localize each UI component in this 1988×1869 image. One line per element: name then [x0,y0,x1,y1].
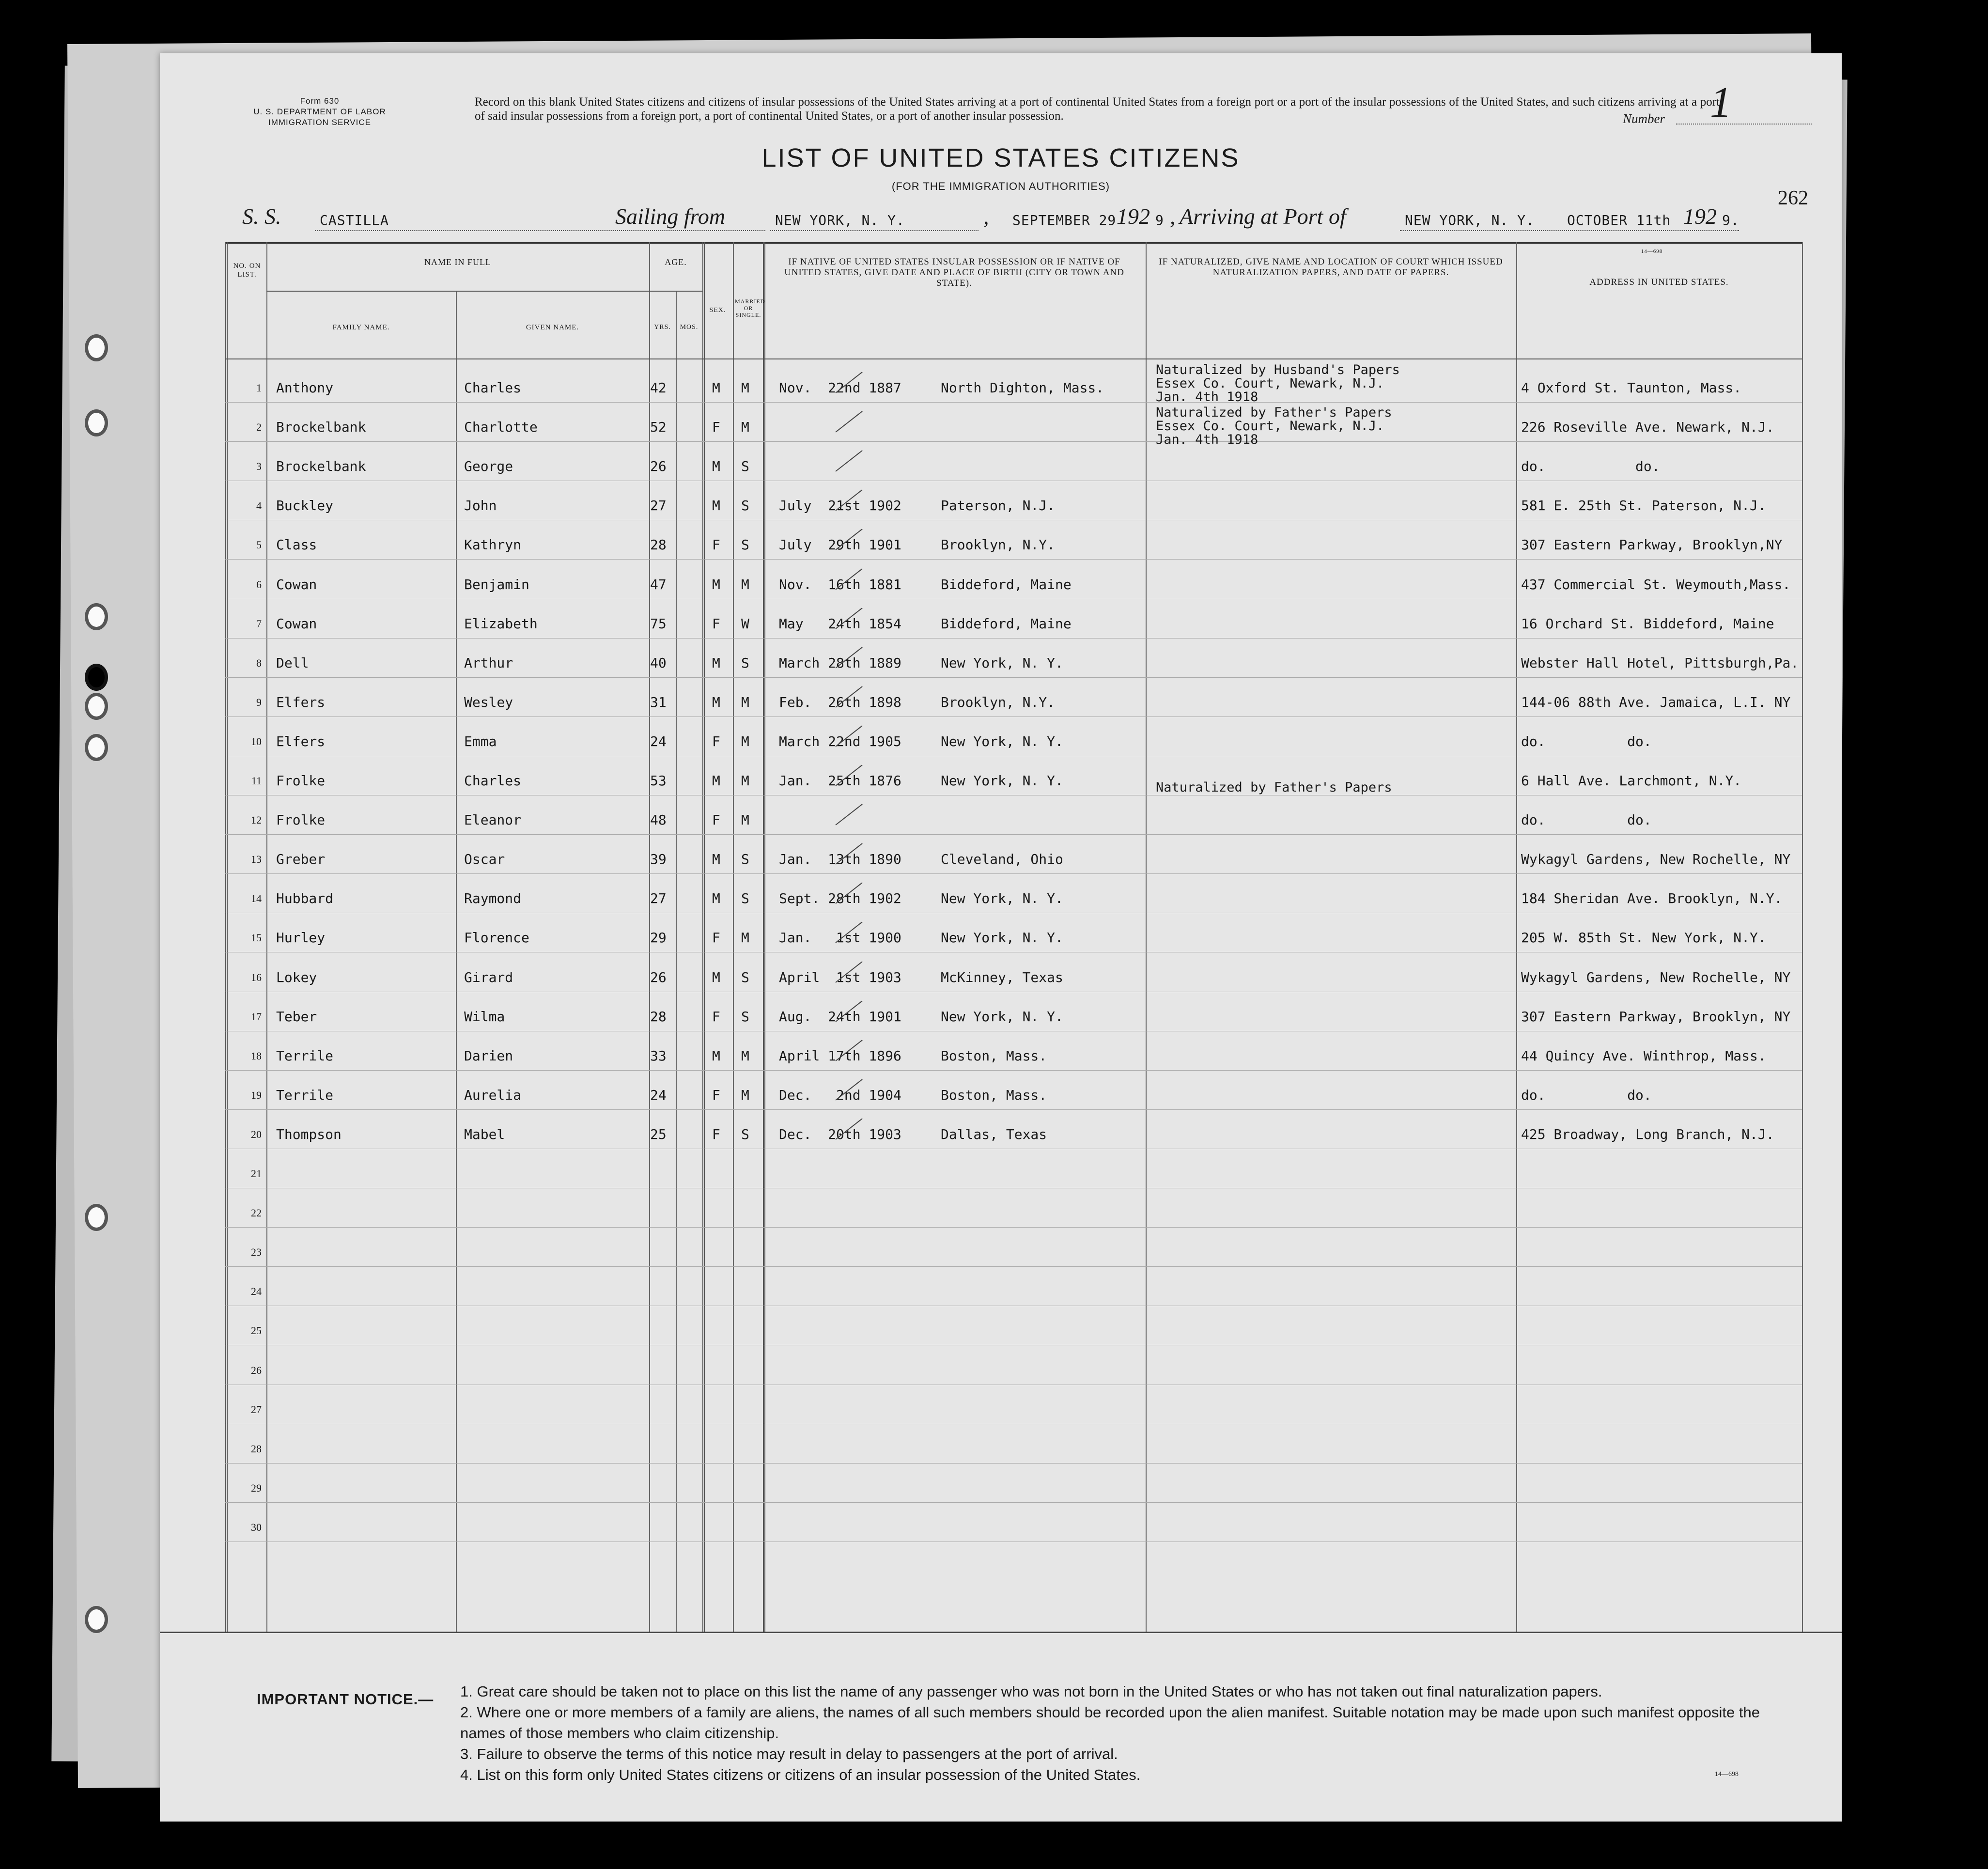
table-row [160,678,1842,717]
cell-bplace: Brooklyn, N.Y. [941,694,1056,710]
table-row [160,1149,1842,1188]
row-number: 17 [251,1010,262,1023]
cell-given: Oscar [464,851,505,868]
table-row [160,639,1842,678]
cell-family: Frolke [276,812,326,828]
col-header-name-in-full: NAME IN FULL [424,257,491,267]
cell-address: do. do. [1521,1087,1652,1103]
cell-ms: S [741,498,749,514]
cell-given: Charles [464,773,522,789]
number-line [1676,124,1812,125]
sailing-year-suffix: 9 [1155,212,1164,228]
cell-address: 4 Oxford St. Taunton, Mass. [1521,380,1742,396]
sailing-port-line [770,230,978,231]
cell-address: 425 Broadway, Long Branch, N.J. [1521,1126,1774,1142]
naturalization-note: Naturalized by Father's Papers Essex Co. Court, Newark, N.J. Jan. 4th 1918 [1156,405,1392,447]
page-subtitle: (FOR THE IMMIGRATION AUTHORITIES) [891,180,1110,192]
cell-family: Teber [276,1008,317,1025]
cell-given: Aurelia [464,1087,522,1103]
cell-address: 307 Eastern Parkway, Brooklyn, NY [1521,1008,1791,1025]
table-row [160,1071,1842,1110]
cell-sex: M [712,851,720,868]
cell-given: George [464,458,513,475]
table-row [160,363,1842,403]
cell-family: Greber [276,851,326,868]
table-row [160,1110,1842,1149]
cell-ms: M [741,1087,749,1103]
cell-yrs: 33 [650,1047,667,1064]
cell-family: Hurley [276,930,326,946]
cell-given: Elizabeth [464,615,538,632]
cell-bdate: July 21st 1902 [779,498,901,514]
cell-bdate: Sept. 28th 1902 [779,890,901,907]
table-row [160,481,1842,520]
cell-ms: M [741,930,749,946]
row-number: 25 [251,1324,262,1337]
cell-yrs: 26 [650,969,667,985]
cell-sex: F [712,419,720,436]
cell-given: Darien [464,1047,513,1064]
cell-family: Terrile [276,1087,334,1103]
cell-yrs: 52 [650,419,667,436]
cell-family: Buckley [276,498,334,514]
binder-hole [85,664,108,691]
cell-bplace: North Dighton, Mass. [941,380,1104,396]
cell-family: Hubbard [276,890,334,907]
printer-code: 14—698 [1641,249,1663,254]
cell-ms: M [741,1047,749,1064]
notice-item: 3. Failure to observe the terms of this notice may result in delay to passengers at the port of arrival. [460,1745,1118,1762]
cell-family: Lokey [276,969,317,985]
number-value: 1 [1710,78,1732,126]
cell-family: Elfers [276,733,326,749]
header-subrule [266,291,702,292]
cell-address: Webster Hall Hotel, Pittsburgh,Pa. [1521,654,1799,671]
row-number: 20 [251,1128,262,1140]
cell-family: Brockelbank [276,458,366,475]
checkmark [835,804,862,825]
cell-sex: M [712,969,720,985]
col-header-naturalized: IF NATURALIZED, GIVE NAME AND LOCATION OF COURT WHICH ISSUED NATURALIZATION PAPERS, AND DATE OF PAPERS. [1159,257,1503,278]
col-header-married: MARRIED OR SINGLE. [735,298,765,318]
row-number: 10 [251,735,262,748]
cell-ms: S [741,1008,749,1025]
row-number: 6 [256,578,262,591]
notice-item: 2. Where one or more members of a family are aliens, the names of all such members should be recorded upon the alien manifest. Suitable notation may be made upon such manifest opposite the names of those members who claim citizenship. [460,1704,1760,1742]
table-row [160,953,1842,992]
cell-bdate: Dec. 2nd 1904 [779,1087,901,1103]
cell-given: Charlotte [464,419,538,436]
cell-yrs: 27 [650,498,667,514]
notice-item: 1. Great care should be taken not to place on this list the name of any passenger who was not born in the United States or who has not taken out final naturalization papers. [460,1683,1602,1700]
cell-bdate: April 1st 1903 [779,969,901,985]
cell-ms: S [741,890,749,907]
cell-ms: S [741,537,749,553]
cell-address: do. do. [1521,733,1652,749]
cell-yrs: 75 [650,615,667,632]
cell-yrs: 48 [650,812,667,828]
row-number: 1 [256,382,262,394]
cell-family: Cowan [276,615,317,632]
row-number: 2 [256,421,262,434]
number-label: Number [1623,111,1665,126]
table-row [160,1267,1842,1306]
arriving-port: NEW YORK, N. Y. [1405,212,1535,228]
row-number: 3 [256,460,262,473]
cell-sex: F [712,615,720,632]
table-row [160,520,1842,560]
cell-given: Girard [464,969,513,985]
cell-sex: F [712,537,720,553]
cell-bdate: July 29th 1901 [779,537,901,553]
department: U. S. DEPARTMENT OF LABOR [253,107,386,116]
cell-sex: M [712,694,720,710]
row-number: 28 [251,1442,262,1455]
cell-yrs: 28 [650,1008,667,1025]
cell-yrs: 47 [650,576,667,592]
cell-given: Emma [464,733,497,749]
cell-sex: F [712,1126,720,1142]
cell-sex: F [712,812,720,828]
cell-sex: M [712,1047,720,1064]
table-row [160,1385,1842,1424]
row-number: 18 [251,1049,262,1062]
arriving-year-prefix: 192 [1683,204,1717,229]
binder-hole [85,734,108,761]
arriving-label-comma: , [1170,204,1176,229]
row-number: 5 [256,539,262,551]
cell-sex: M [712,654,720,671]
row-number: 15 [251,932,262,944]
cell-yrs: 26 [650,458,667,475]
col-header-address: ADDRESS IN UNITED STATES. [1589,277,1729,287]
col-header-yrs: YRS. [654,324,671,331]
cell-address: 184 Sheridan Ave. Brooklyn, N.Y. [1521,890,1783,907]
table-row [160,874,1842,913]
cell-sex: F [712,733,720,749]
row-number: 30 [251,1521,262,1533]
page-title: LIST OF UNITED STATES CITIZENS [761,143,1240,172]
table-row [160,913,1842,952]
arriving-date: OCTOBER 11th [1567,212,1671,228]
cell-family: Elfers [276,694,326,710]
cell-address: 144-06 88th Ave. Jamaica, L.I. NY [1521,694,1791,710]
cell-bplace: Boston, Mass. [941,1087,1047,1103]
cell-given: Mabel [464,1126,505,1142]
table-row [160,1188,1842,1228]
table-row [160,795,1842,835]
cell-bplace: New York, N. Y. [941,1008,1063,1025]
table-row [160,992,1842,1031]
arriving-label: Arriving at Port of [1180,204,1346,229]
cell-family: Frolke [276,773,326,789]
cell-family: Anthony [276,380,334,396]
row-number: 24 [251,1285,262,1298]
row-number: 8 [256,656,262,669]
cell-address: do. do. [1521,812,1652,828]
cell-given: Raymond [464,890,522,907]
cell-yrs: 40 [650,654,667,671]
naturalization-note: Naturalized by Husband's Papers Essex Co. Court, Newark, N.J. Jan. 4th 1918 [1156,362,1400,405]
cell-ms: S [741,458,749,475]
cell-bdate: Nov. 16th 1881 [779,576,901,592]
cell-bplace: New York, N. Y. [941,654,1063,671]
cell-address: 44 Quincy Ave. Winthrop, Mass. [1521,1047,1766,1064]
cell-yrs: 29 [650,930,667,946]
cell-address: Wykagyl Gardens, New Rochelle, NY [1521,969,1791,985]
cell-bplace: McKinney, Texas [941,969,1063,985]
row-number: 27 [251,1403,262,1416]
row-number: 11 [251,775,262,787]
cell-given: Florence [464,930,529,946]
cell-sex: M [712,458,720,475]
cell-family: Thompson [276,1126,342,1142]
cell-yrs: 53 [650,773,667,789]
cell-ms: M [741,419,749,436]
cell-bdate: Jan. 25th 1876 [779,773,901,789]
ss-label: S. S. [242,204,281,229]
binder-hole [85,603,108,630]
table-row [160,1503,1842,1542]
cell-sex: F [712,1087,720,1103]
cell-bdate: Jan. 13th 1890 [779,851,901,868]
cell-yrs: 24 [650,733,667,749]
cell-given: Wilma [464,1008,505,1025]
row-number: 13 [251,853,262,866]
cell-family: Class [276,537,317,553]
row-number: 12 [251,814,262,826]
naturalization-note: Naturalized by Father's Papers [1156,780,1392,795]
cell-sex: M [712,773,720,789]
cell-given: Charles [464,380,522,396]
cell-bdate: April 17th 1896 [779,1047,901,1064]
cell-ms: M [741,576,749,592]
binder-hole [85,409,108,436]
table-row [160,1464,1842,1503]
cell-bdate: Dec. 20th 1903 [779,1126,901,1142]
table-row [160,560,1842,599]
sailing-label: Sailing from [615,204,726,229]
record-instructions: Record on this blank United States citizens and citizens of insular possessions of the United States arriving at a port of continental United States from a foreign port or a port of the insular possessions of the United States, and such citizens arriving at a port of said insular possessions from a foreign port, a port of continental United States, or a port of another insular possession. [475,95,1720,123]
cell-bdate: Jan. 1st 1900 [779,930,901,946]
col-header-sex: SEX. [709,307,726,314]
cell-family: Dell [276,654,309,671]
cell-address: 226 Roseville Ave. Newark, N.J. [1521,419,1774,436]
binder-hole [85,1606,108,1633]
cell-ms: S [741,654,749,671]
cell-bplace: New York, N. Y. [941,890,1063,907]
col-header-given-name: GIVEN NAME. [526,324,579,331]
table-row [160,1031,1842,1071]
row-number: 21 [251,1168,262,1180]
cell-sex: M [712,380,720,396]
cell-address: 6 Hall Ave. Larchmont, N.Y. [1521,773,1742,789]
form-number: Form 630 [300,96,340,106]
cell-bdate: March 22nd 1905 [779,733,901,749]
cell-sex: M [712,498,720,514]
cell-family: Brockelbank [276,419,366,436]
cell-yrs: 28 [650,537,667,553]
page-stamp: 262 [1778,187,1808,209]
table-row [160,1424,1842,1464]
cell-bplace: Cleveland, Ohio [941,851,1063,868]
comma: , [983,204,989,229]
row-number: 26 [251,1364,262,1376]
cell-yrs: 24 [650,1087,667,1103]
cell-given: Wesley [464,694,513,710]
cell-address: 205 W. 85th St. New York, N.Y. [1521,930,1766,946]
row-number: 7 [256,617,262,630]
cell-ms: M [741,694,749,710]
table-row [160,835,1842,874]
cell-sex: F [712,930,720,946]
cell-address: 16 Orchard St. Biddeford, Maine [1521,615,1774,632]
checkmark [835,450,862,472]
cell-bdate: Feb. 26th 1898 [779,694,901,710]
sailing-date: SEPTEMBER 29 [1012,212,1117,228]
cell-address: 581 E. 25th St. Paterson, N.J. [1521,498,1766,514]
cell-yrs: 39 [650,851,667,868]
cell-ms: S [741,969,749,985]
cell-yrs: 42 [650,380,667,396]
citizens-list-form [160,53,1842,1822]
cell-bdate: May 24th 1854 [779,615,901,632]
cell-bplace: Brooklyn, N.Y. [941,537,1056,553]
footer-code: 14—698 [1715,1771,1739,1778]
table-row [160,1346,1842,1385]
sailing-year-prefix: 192 [1117,204,1150,229]
col-header-birth: IF NATIVE OF UNITED STATES INSULAR POSSESSION OR IF NATIVE OF UNITED STATES, GIVE DATE AND PLACE OF BIRTH (CITY OR TOWN AND STATE). [784,257,1124,288]
cell-bdate: Aug. 24th 1901 [779,1008,901,1025]
row-number: 9 [256,696,262,708]
table-row [160,1306,1842,1345]
cell-ms: M [741,773,749,789]
cell-bplace: Paterson, N.J. [941,498,1056,514]
table-row [160,442,1842,481]
row-number: 22 [251,1207,262,1219]
cell-bplace: New York, N. Y. [941,773,1063,789]
cell-family: Terrile [276,1047,334,1064]
row-number: 23 [251,1246,262,1259]
table-bottom-rule [160,1632,1842,1633]
checkmark [835,411,862,433]
table-row [160,717,1842,756]
cell-given: Benjamin [464,576,529,592]
cell-bplace: Dallas, Texas [941,1126,1047,1142]
cell-bplace: New York, N. Y. [941,930,1063,946]
cell-given: John [464,498,497,514]
binder-hole [85,334,108,361]
cell-sex: F [712,1008,720,1025]
cell-ms: S [741,1126,749,1142]
ship-line [315,230,765,231]
cell-address: do. do. [1521,458,1660,475]
row-number: 29 [251,1481,262,1494]
row-number: 4 [256,499,262,512]
cell-sex: M [712,576,720,592]
cell-family: Cowan [276,576,317,592]
binder-hole [85,1204,108,1231]
table-row [160,599,1842,639]
cell-bdate: March 28th 1889 [779,654,901,671]
cell-ms: S [741,851,749,868]
table-row [160,1228,1842,1267]
col-header-mos: MOS. [680,324,699,331]
cell-bplace: Boston, Mass. [941,1047,1047,1064]
binder-hole [85,693,108,720]
cell-address: 307 Eastern Parkway, Brooklyn,NY [1521,537,1783,553]
cell-given: Eleanor [464,812,522,828]
cell-given: Arthur [464,654,513,671]
service: IMMIGRATION SERVICE [268,118,371,127]
cell-address: 437 Commercial St. Weymouth,Mass. [1521,576,1791,592]
sailing-port: NEW YORK, N. Y. [775,212,905,228]
cell-ms: M [741,380,749,396]
form-identification [218,96,421,128]
row-number: 16 [251,971,262,983]
arriving-line [1400,230,1739,231]
cell-ms: M [741,733,749,749]
table-row [160,756,1842,795]
cell-ms: W [741,615,749,632]
cell-bplace: Biddeford, Maine [941,615,1072,632]
header-bottom-rule [225,358,1802,359]
cell-bplace: Biddeford, Maine [941,576,1072,592]
cell-bplace: New York, N. Y. [941,733,1063,749]
col-header-age: AGE. [665,257,687,267]
cell-yrs: 25 [650,1126,667,1142]
cell-address: Wykagyl Gardens, New Rochelle, NY [1521,851,1791,868]
notice-item: 4. List on this form only United States citizens or citizens of an insular possession of the United States. [460,1766,1141,1783]
notice-label: IMPORTANT NOTICE.— [257,1691,434,1708]
row-number: 19 [251,1089,262,1101]
cell-ms: M [741,812,749,828]
col-header-no: NO. ON LIST. [233,262,261,279]
col-header-family-name: FAMILY NAME. [332,324,390,331]
cell-given: Kathryn [464,537,522,553]
arriving-year-suffix: 9. [1722,212,1740,228]
ship-name: CASTILLA [320,212,389,228]
cell-sex: M [712,890,720,907]
cell-yrs: 27 [650,890,667,907]
cell-yrs: 31 [650,694,667,710]
row-number: 14 [251,892,262,905]
table-row [160,403,1842,442]
cell-bdate: Nov. 22nd 1887 [779,380,901,396]
